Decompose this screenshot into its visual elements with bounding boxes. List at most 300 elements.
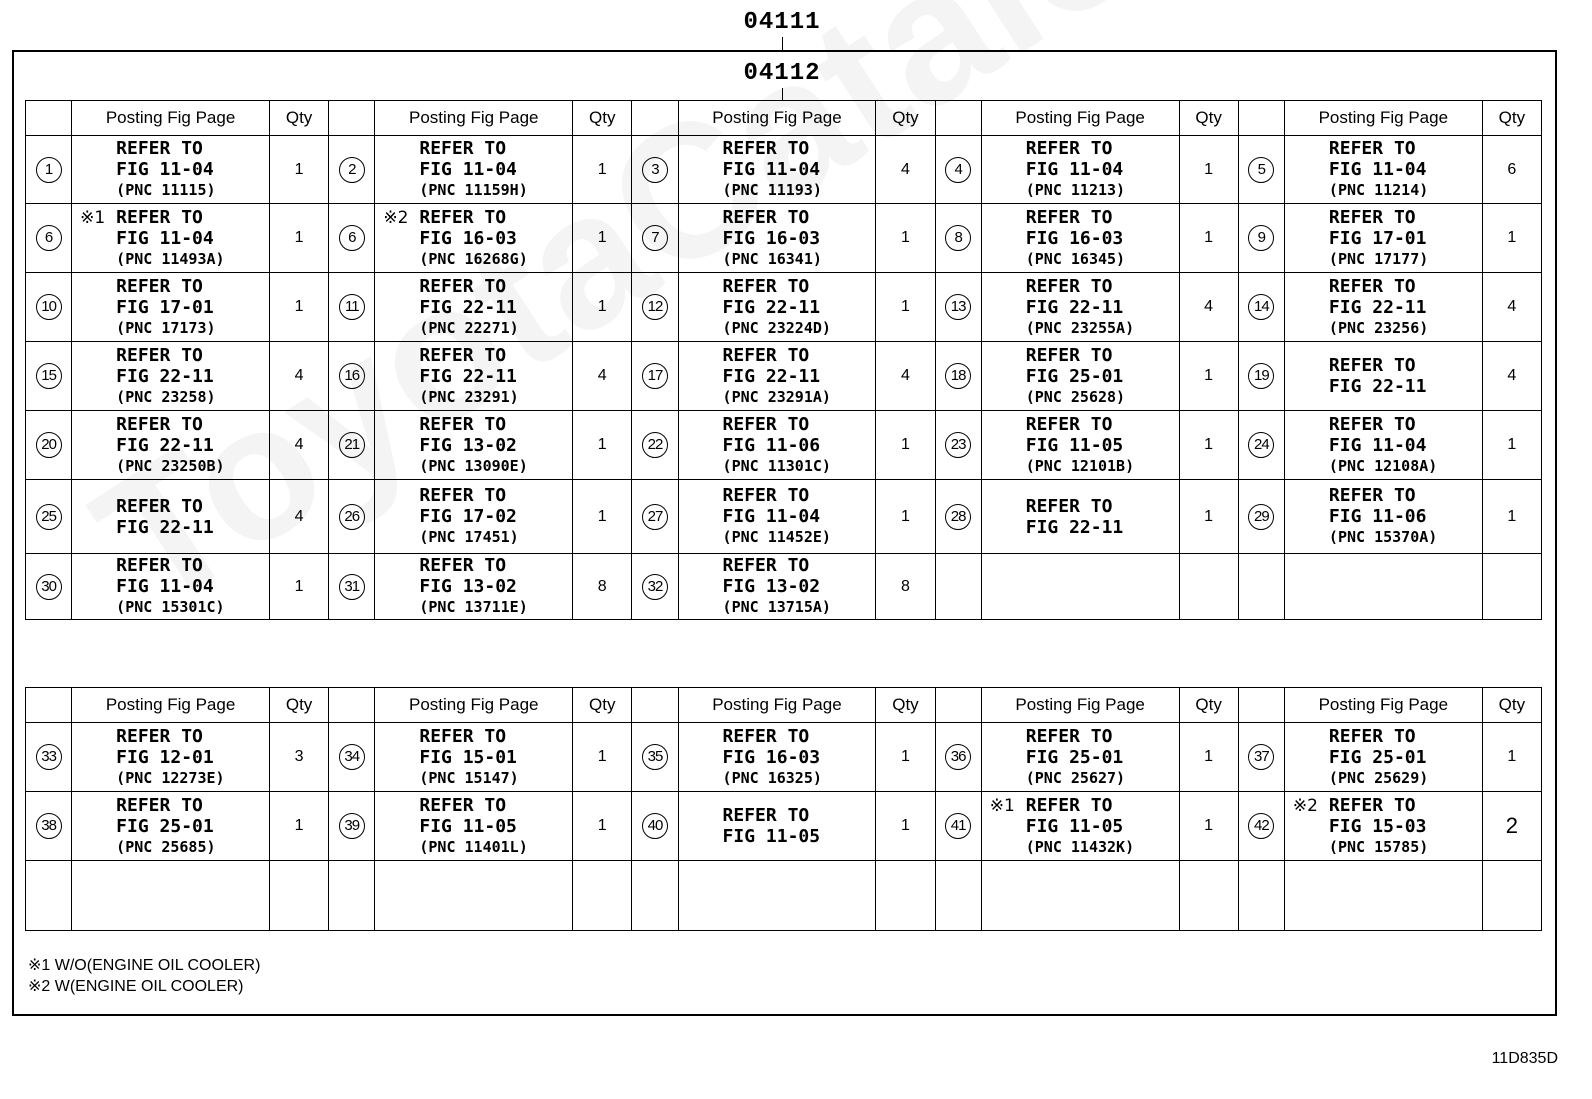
footnote-2: ※2 W(ENGINE OIL COOLER) <box>28 978 244 995</box>
header-num-cell <box>935 688 981 723</box>
item-number: 20 <box>36 432 62 458</box>
refer-to-text: REFER TO <box>722 206 810 228</box>
fig-page: FIG 22-11 <box>722 365 821 387</box>
reference <box>72 726 269 789</box>
posting-cell <box>1284 792 1482 861</box>
qty-cell: 1 <box>1482 204 1541 273</box>
empty-cell <box>1482 554 1541 620</box>
refer-to-text: REFER TO <box>116 275 203 297</box>
refer-to-text: REFER TO <box>116 413 203 435</box>
item-number: 24 <box>1248 432 1274 458</box>
header-posting: Posting Fig Page <box>678 101 876 136</box>
header-qty: Qty <box>876 101 935 136</box>
empty-cell <box>1179 861 1238 931</box>
refer-to-text: REFER TO <box>116 794 203 816</box>
refer-to-text: REFER TO <box>419 725 507 747</box>
fig-page: FIG 12-01 <box>116 746 214 768</box>
refer-to-text: REFER TO <box>1025 206 1113 228</box>
item-number: 22 <box>642 432 668 458</box>
reference <box>679 414 876 477</box>
item-number-cell <box>329 411 375 480</box>
empty-cell <box>72 861 270 931</box>
fig-page: FIG 11-04 <box>1328 434 1427 456</box>
qty-cell: 1 <box>573 480 632 554</box>
qty-cell: 1 <box>1179 480 1238 554</box>
item-number-cell <box>1238 136 1284 204</box>
empty-cell <box>269 861 328 931</box>
item-number-cell <box>935 136 981 204</box>
header-qty: Qty <box>1179 688 1238 723</box>
refer-to-text: REFER TO <box>1025 495 1113 517</box>
fig-page: FIG 11-04 <box>722 159 821 180</box>
reference <box>679 485 876 548</box>
item-number: 37 <box>1248 744 1274 770</box>
item-number: 17 <box>642 363 668 389</box>
fig-page: FIG 22-11 <box>1025 516 1124 538</box>
item-number: 14 <box>1248 294 1274 320</box>
posting-cell <box>72 723 270 792</box>
refer-to-text: REFER TO <box>722 555 810 576</box>
fig-page: FIG 22-11 <box>722 296 821 318</box>
reference <box>72 795 269 858</box>
fig-page: FIG 25-01 <box>1328 746 1427 768</box>
reference <box>679 138 876 201</box>
pnc-code: (PNC 17177) <box>1328 249 1429 268</box>
item-number-cell <box>632 554 678 620</box>
item-number: 27 <box>642 504 668 530</box>
fig-page: FIG 11-04 <box>116 159 214 180</box>
posting-cell <box>1284 411 1482 480</box>
qty-cell: 2 <box>1482 792 1541 861</box>
reference <box>72 496 269 538</box>
pnc-code: (PNC 23250B) <box>116 456 225 475</box>
pnc-code: (PNC 11432K) <box>1025 837 1135 856</box>
posting-cell <box>375 204 573 273</box>
reference <box>375 276 572 339</box>
item-number-cell <box>26 792 72 861</box>
qty-cell: 4 <box>1179 273 1238 342</box>
pnc-code: (PNC 22271) <box>419 318 519 337</box>
reference <box>679 207 876 270</box>
item-number-cell <box>632 411 678 480</box>
footnote-1: ※1 W/O(ENGINE OIL COOLER) <box>28 957 261 974</box>
fig-page: FIG 25-01 <box>116 815 214 837</box>
fig-page: FIG 22-11 <box>1328 376 1427 397</box>
reference <box>72 555 269 618</box>
posting-cell <box>72 554 270 620</box>
fig-page: FIG 22-11 <box>1025 296 1124 318</box>
pnc-code: (PNC 23258) <box>116 387 216 406</box>
pnc-code: (PNC 11193) <box>722 181 822 199</box>
reference <box>375 345 572 408</box>
refer-to-text: REFER TO <box>1025 725 1113 747</box>
table-row <box>26 861 1542 931</box>
pnc-code: (PNC 25628) <box>1025 387 1126 406</box>
refer-to-text: REFER TO <box>419 413 507 435</box>
reference <box>982 138 1179 201</box>
item-number: 13 <box>945 294 971 320</box>
pnc-code: (PNC 16341) <box>722 249 822 268</box>
qty-cell: 1 <box>573 273 632 342</box>
pnc-code: (PNC 13715A) <box>722 598 831 616</box>
empty-cell <box>1238 554 1284 620</box>
item-number-cell <box>329 723 375 792</box>
posting-cell <box>375 136 573 204</box>
fig-page: FIG 15-03 <box>1328 815 1427 837</box>
pnc-code: (PNC 11401L) <box>419 837 528 856</box>
refer-to-text: REFER TO <box>722 725 810 747</box>
refer-to-text: REFER TO <box>1025 344 1113 366</box>
header-num-cell <box>26 688 72 723</box>
fig-page: FIG 17-01 <box>1328 227 1427 249</box>
item-number: 33 <box>36 744 62 770</box>
header-posting: Posting Fig Page <box>375 101 573 136</box>
item-number: 26 <box>339 504 365 530</box>
footnotes <box>28 955 260 997</box>
qty-cell: 3 <box>269 723 328 792</box>
header-posting: Posting Fig Page <box>1284 101 1482 136</box>
refer-to-text: REFER TO <box>116 495 203 517</box>
item-number-cell <box>1238 411 1284 480</box>
pnc-code: (PNC 11452E) <box>722 528 831 546</box>
fig-page: FIG 16-03 <box>722 746 821 768</box>
empty-cell <box>678 861 876 931</box>
fig-page: FIG 17-01 <box>116 296 214 318</box>
qty-cell: 1 <box>1179 792 1238 861</box>
fig-page: FIG 22-11 <box>419 296 517 318</box>
refer-to-text: REFER TO <box>419 206 507 228</box>
empty-cell <box>573 861 632 931</box>
posting-cell <box>72 480 270 554</box>
empty-cell <box>876 861 935 931</box>
pnc-code: (PNC 25685) <box>116 837 216 856</box>
fig-page: FIG 11-05 <box>1025 815 1124 837</box>
posting-cell <box>1284 480 1482 554</box>
pnc-code: (PNC 15785) <box>1328 837 1429 856</box>
reference <box>375 555 572 618</box>
note-mark: ※2 <box>383 208 409 228</box>
posting-cell <box>678 480 876 554</box>
fig-page: FIG 13-02 <box>722 576 821 597</box>
item-number: 42 <box>1248 813 1274 839</box>
item-number: 39 <box>339 813 365 839</box>
header-posting: Posting Fig Page <box>72 688 270 723</box>
refer-to-text: REFER TO <box>1328 206 1416 228</box>
qty-cell: 1 <box>269 273 328 342</box>
item-number-cell <box>935 342 981 411</box>
qty-cell: 4 <box>269 342 328 411</box>
reference <box>375 795 572 858</box>
item-number-cell <box>632 480 678 554</box>
qty-cell: 1 <box>573 411 632 480</box>
qty-cell: 1 <box>876 411 935 480</box>
fig-page: FIG 22-11 <box>116 516 214 538</box>
table-row <box>26 723 1542 792</box>
posting-cell <box>678 554 876 620</box>
item-number-cell <box>26 204 72 273</box>
item-number-cell <box>329 273 375 342</box>
item-number: 12 <box>642 294 668 320</box>
posting-cell <box>981 204 1179 273</box>
item-number-cell <box>26 273 72 342</box>
fig-page: FIG 22-11 <box>116 365 214 387</box>
qty-cell: 1 <box>1179 204 1238 273</box>
empty-cell <box>981 861 1179 931</box>
item-number: 18 <box>945 363 971 389</box>
item-number: 6 <box>339 225 365 251</box>
empty-cell <box>935 554 981 620</box>
header-qty: Qty <box>1482 101 1541 136</box>
reference <box>679 345 876 408</box>
item-number: 32 <box>642 574 668 600</box>
item-number-cell <box>1238 342 1284 411</box>
reference <box>982 496 1179 538</box>
empty-cell <box>375 861 573 931</box>
item-number-cell <box>26 411 72 480</box>
item-number-cell <box>632 342 678 411</box>
pnc-code: (PNC 13090E) <box>419 456 528 475</box>
pnc-code: (PNC 12101B) <box>1025 456 1135 475</box>
pnc-code: (PNC 23224D) <box>722 318 831 337</box>
item-number: 5 <box>1248 157 1274 183</box>
fig-page: FIG 16-03 <box>1025 227 1124 249</box>
item-number: 6 <box>36 225 62 251</box>
item-number-cell <box>935 204 981 273</box>
item-number: 21 <box>339 432 365 458</box>
posting-cell <box>678 411 876 480</box>
reference <box>982 207 1179 270</box>
qty-cell: 1 <box>573 204 632 273</box>
item-number: 19 <box>1248 363 1274 389</box>
refer-to-text: REFER TO <box>1025 794 1113 816</box>
empty-cell <box>1284 554 1482 620</box>
posting-cell <box>678 273 876 342</box>
item-number: 29 <box>1248 504 1274 530</box>
reference <box>982 345 1179 408</box>
posting-cell <box>72 342 270 411</box>
posting-cell <box>678 204 876 273</box>
reference <box>679 726 876 789</box>
pnc-code: (PNC 17451) <box>419 528 519 546</box>
refer-to-text: REFER TO <box>116 206 203 228</box>
pnc-code: (PNC 16345) <box>1025 249 1126 268</box>
item-number: 36 <box>945 744 971 770</box>
fig-page: FIG 22-11 <box>1328 296 1427 318</box>
posting-cell <box>375 792 573 861</box>
table-row <box>26 792 1542 861</box>
qty-cell: 1 <box>1482 480 1541 554</box>
refer-to-text: REFER TO <box>419 794 507 816</box>
pnc-code: (PNC 12273E) <box>116 768 225 787</box>
qty-cell: 1 <box>573 723 632 792</box>
refer-to-text: REFER TO <box>722 413 810 435</box>
refer-to-text: REFER TO <box>722 485 810 506</box>
fig-page: FIG 11-05 <box>1025 434 1124 456</box>
item-number: 8 <box>945 225 971 251</box>
posting-cell <box>72 273 270 342</box>
posting-cell <box>981 792 1179 861</box>
item-number: 31 <box>339 574 365 600</box>
pnc-code: (PNC 13711E) <box>419 598 528 616</box>
refer-to-text: REFER TO <box>116 725 203 747</box>
table-row <box>26 554 1542 620</box>
qty-cell: 1 <box>1179 411 1238 480</box>
qty-cell: 4 <box>269 480 328 554</box>
empty-cell <box>632 861 678 931</box>
inner-code-label: 04112 <box>743 60 821 87</box>
posting-cell <box>72 204 270 273</box>
qty-cell: 1 <box>1179 723 1238 792</box>
reference <box>982 276 1179 339</box>
fig-page: FIG 11-06 <box>1328 506 1427 527</box>
qty-cell: 8 <box>573 554 632 620</box>
posting-cell <box>375 554 573 620</box>
posting-cell <box>981 411 1179 480</box>
pnc-code: (PNC 23255A) <box>1025 318 1135 337</box>
fig-page: FIG 11-05 <box>419 815 517 837</box>
reference <box>375 485 572 548</box>
qty-cell: 1 <box>269 792 328 861</box>
header-num-cell <box>1238 101 1284 136</box>
refer-to-text: REFER TO <box>116 138 203 159</box>
qty-cell: 1 <box>1482 723 1541 792</box>
refer-to-text: REFER TO <box>1328 275 1416 297</box>
item-number-cell <box>329 554 375 620</box>
qty-cell: 6 <box>1482 136 1541 204</box>
reference <box>1285 276 1482 339</box>
item-number-cell <box>26 342 72 411</box>
outer-code-leader <box>782 37 783 50</box>
empty-cell <box>1482 861 1541 931</box>
outer-code-label: 04111 <box>743 9 821 36</box>
reference <box>679 555 876 618</box>
posting-cell <box>678 723 876 792</box>
reference <box>1285 138 1482 201</box>
posting-cell <box>981 342 1179 411</box>
refer-to-text: REFER TO <box>419 275 507 297</box>
qty-cell: 1 <box>269 554 328 620</box>
posting-cell <box>375 273 573 342</box>
refer-to-text: REFER TO <box>419 138 507 159</box>
pnc-code: (PNC 15301C) <box>116 598 225 616</box>
pnc-code: (PNC 25627) <box>1025 768 1126 787</box>
pnc-code: (PNC 12108A) <box>1328 456 1438 475</box>
table-row <box>26 273 1542 342</box>
pnc-code: (PNC 11301C) <box>722 456 831 475</box>
fig-page: FIG 11-06 <box>722 434 821 456</box>
item-number-cell <box>329 792 375 861</box>
header-row <box>26 688 1542 723</box>
refer-to-text: REFER TO <box>1025 275 1113 297</box>
qty-cell: 4 <box>573 342 632 411</box>
item-number: 28 <box>945 504 971 530</box>
refer-to-text: REFER TO <box>116 344 203 366</box>
fig-page: FIG 15-01 <box>419 746 517 768</box>
pnc-code: (PNC 11115) <box>116 181 216 199</box>
item-number: 34 <box>339 744 365 770</box>
header-num-cell <box>632 688 678 723</box>
header-num-cell <box>329 101 375 136</box>
header-qty: Qty <box>1179 101 1238 136</box>
item-number-cell <box>1238 723 1284 792</box>
header-num-cell <box>329 688 375 723</box>
pnc-code: (PNC 23291) <box>419 387 519 406</box>
header-num-cell <box>26 101 72 136</box>
pnc-code: (PNC 15370A) <box>1328 528 1438 546</box>
fig-page: FIG 22-11 <box>116 434 214 456</box>
item-number-cell <box>632 273 678 342</box>
fig-page: FIG 13-02 <box>419 576 517 597</box>
refer-to-text: REFER TO <box>419 344 507 366</box>
qty-cell: 1 <box>876 204 935 273</box>
reference <box>982 414 1179 477</box>
qty-cell: 4 <box>1482 342 1541 411</box>
item-number: 15 <box>36 363 62 389</box>
fig-page: FIG 25-01 <box>1025 746 1124 768</box>
pnc-code: (PNC 11214) <box>1328 181 1429 199</box>
qty-cell: 1 <box>1179 342 1238 411</box>
item-number-cell <box>1238 204 1284 273</box>
qty-cell: 8 <box>876 554 935 620</box>
item-number-cell <box>26 480 72 554</box>
empty-cell <box>935 861 981 931</box>
note-mark: ※1 <box>80 208 106 228</box>
item-number: 30 <box>36 574 62 600</box>
pnc-code: (PNC 16268G) <box>419 249 528 268</box>
inner-code-leader <box>782 88 783 100</box>
refer-to-text: REFER TO <box>1025 138 1113 159</box>
reference <box>1285 485 1482 548</box>
fig-page: FIG 11-04 <box>116 227 214 249</box>
item-number-cell <box>935 723 981 792</box>
item-number-cell <box>1238 792 1284 861</box>
posting-cell <box>981 136 1179 204</box>
fig-page: FIG 11-04 <box>419 159 517 180</box>
fig-page: FIG 13-02 <box>419 434 517 456</box>
posting-cell <box>375 411 573 480</box>
refer-to-text: REFER TO <box>722 138 810 159</box>
table-row <box>26 411 1542 480</box>
table-row <box>26 480 1542 554</box>
header-num-cell <box>935 101 981 136</box>
fig-page: FIG 11-04 <box>722 506 821 527</box>
posting-cell <box>1284 136 1482 204</box>
posting-cell <box>375 480 573 554</box>
posting-cell <box>72 136 270 204</box>
reference <box>375 414 572 477</box>
item-number: 40 <box>642 813 668 839</box>
empty-cell <box>329 861 375 931</box>
parts-table-1 <box>25 100 1542 620</box>
pnc-code: (PNC 25629) <box>1328 768 1429 787</box>
header-qty: Qty <box>876 688 935 723</box>
pnc-code: (PNC 15147) <box>419 768 519 787</box>
fig-page: FIG 16-03 <box>722 227 821 249</box>
empty-cell <box>1284 861 1482 931</box>
posting-cell <box>72 411 270 480</box>
fig-page: FIG 17-02 <box>419 506 517 527</box>
item-number: 4 <box>945 157 971 183</box>
item-number: 41 <box>945 813 971 839</box>
item-number-cell <box>935 273 981 342</box>
header-num-cell <box>632 101 678 136</box>
item-number-cell <box>935 411 981 480</box>
reference <box>679 276 876 339</box>
header-posting: Posting Fig Page <box>375 688 573 723</box>
refer-to-text: REFER TO <box>1328 355 1416 376</box>
reference <box>1285 414 1482 477</box>
item-number: 38 <box>36 813 62 839</box>
